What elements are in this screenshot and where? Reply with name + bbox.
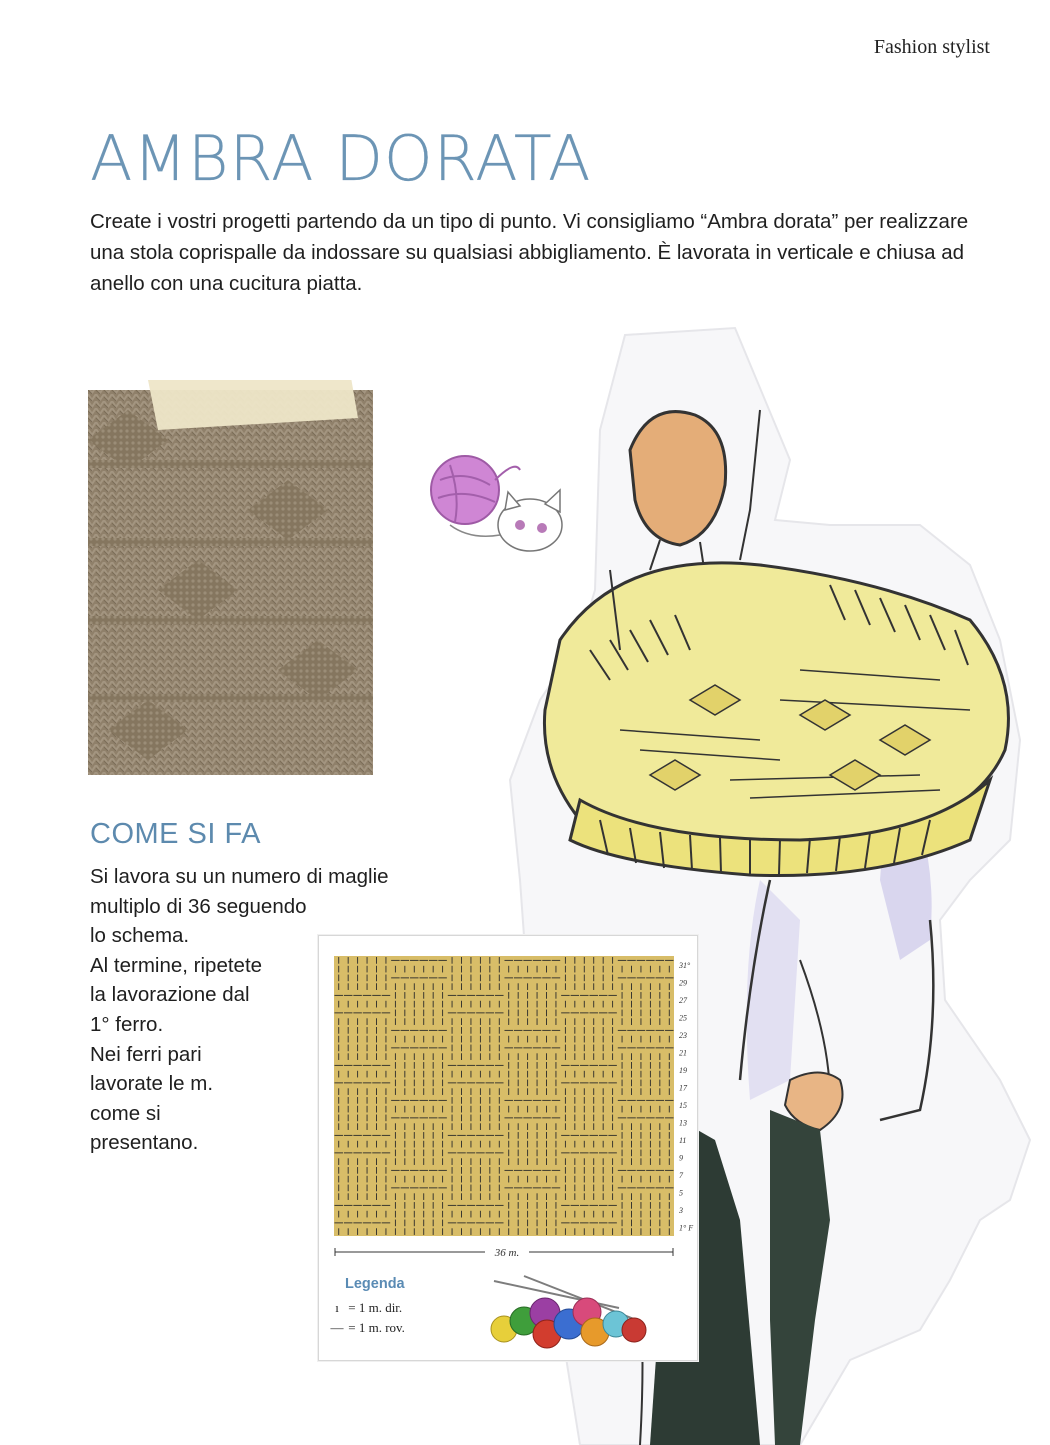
instruction-line: lavorate le m. xyxy=(90,1072,214,1096)
instruction-line: presentano. xyxy=(90,1131,199,1155)
instruction-line: 1° ferro. xyxy=(90,1012,164,1036)
row-label: 25 xyxy=(679,1013,687,1023)
legend-title: Legenda xyxy=(345,1276,405,1292)
legend-label: = 1 m. rov. xyxy=(348,1320,405,1335)
instruction-line: come si xyxy=(90,1101,161,1125)
row-label: 27 xyxy=(679,995,687,1005)
row-label: 5 xyxy=(679,1188,683,1198)
knitting-chart-panel xyxy=(318,935,698,1361)
how-to-heading: COME SI FA xyxy=(90,818,261,850)
row-label: 31° xyxy=(679,960,691,970)
section-label: Fashion stylist xyxy=(873,36,990,58)
chart-grid-background xyxy=(334,956,674,1236)
row-label: 13 xyxy=(679,1118,687,1128)
row-label: 15 xyxy=(679,1100,687,1110)
row-label: 21 xyxy=(679,1048,687,1058)
page-title: AMBRA DORATA xyxy=(90,122,592,195)
row-label: 1° F xyxy=(679,1223,694,1233)
knitting-chart xyxy=(319,936,697,1360)
instruction-line: Al termine, ripetete xyxy=(90,953,263,977)
row-label: 23 xyxy=(679,1030,687,1040)
legend-symbol: ı xyxy=(335,1300,339,1315)
row-label: 3 xyxy=(679,1205,683,1215)
instruction-line: Si lavora su un numero di maglie xyxy=(90,865,389,888)
row-label: 7 xyxy=(679,1170,683,1180)
stitch-count-label: 36 m. xyxy=(494,1247,520,1259)
instruction-line: lo schema. xyxy=(90,924,190,948)
legend-symbol: — xyxy=(330,1320,344,1335)
instruction-line: Nei ferri pari xyxy=(90,1042,202,1066)
legend-label: = 1 m. dir. xyxy=(348,1300,403,1315)
legend-item xyxy=(329,1300,402,1316)
knit-swatch-photo xyxy=(88,380,373,775)
legend-item xyxy=(329,1320,405,1336)
instruction-line: la lavorazione dal xyxy=(90,983,250,1007)
yarn-balls-icon xyxy=(491,1276,646,1348)
row-label: 17 xyxy=(679,1083,687,1093)
intro-paragraph: Create i vostri progetti partendo da un tipo di punto. Vi consigliamo “Ambra dorata” per realizzare una stola coprispalle da indossare su qualsiasi abbigliamento. È lavorata in verticale e chiusa ad anello con una cucitura piatta. xyxy=(90,210,969,295)
row-label: 29 xyxy=(679,978,687,988)
row-label: 19 xyxy=(679,1065,687,1075)
instruction-line: multiplo di 36 seguendo xyxy=(90,894,307,918)
row-label: 11 xyxy=(679,1135,687,1145)
kitten-yarn-icon xyxy=(420,440,570,570)
row-label: 9 xyxy=(679,1153,683,1163)
